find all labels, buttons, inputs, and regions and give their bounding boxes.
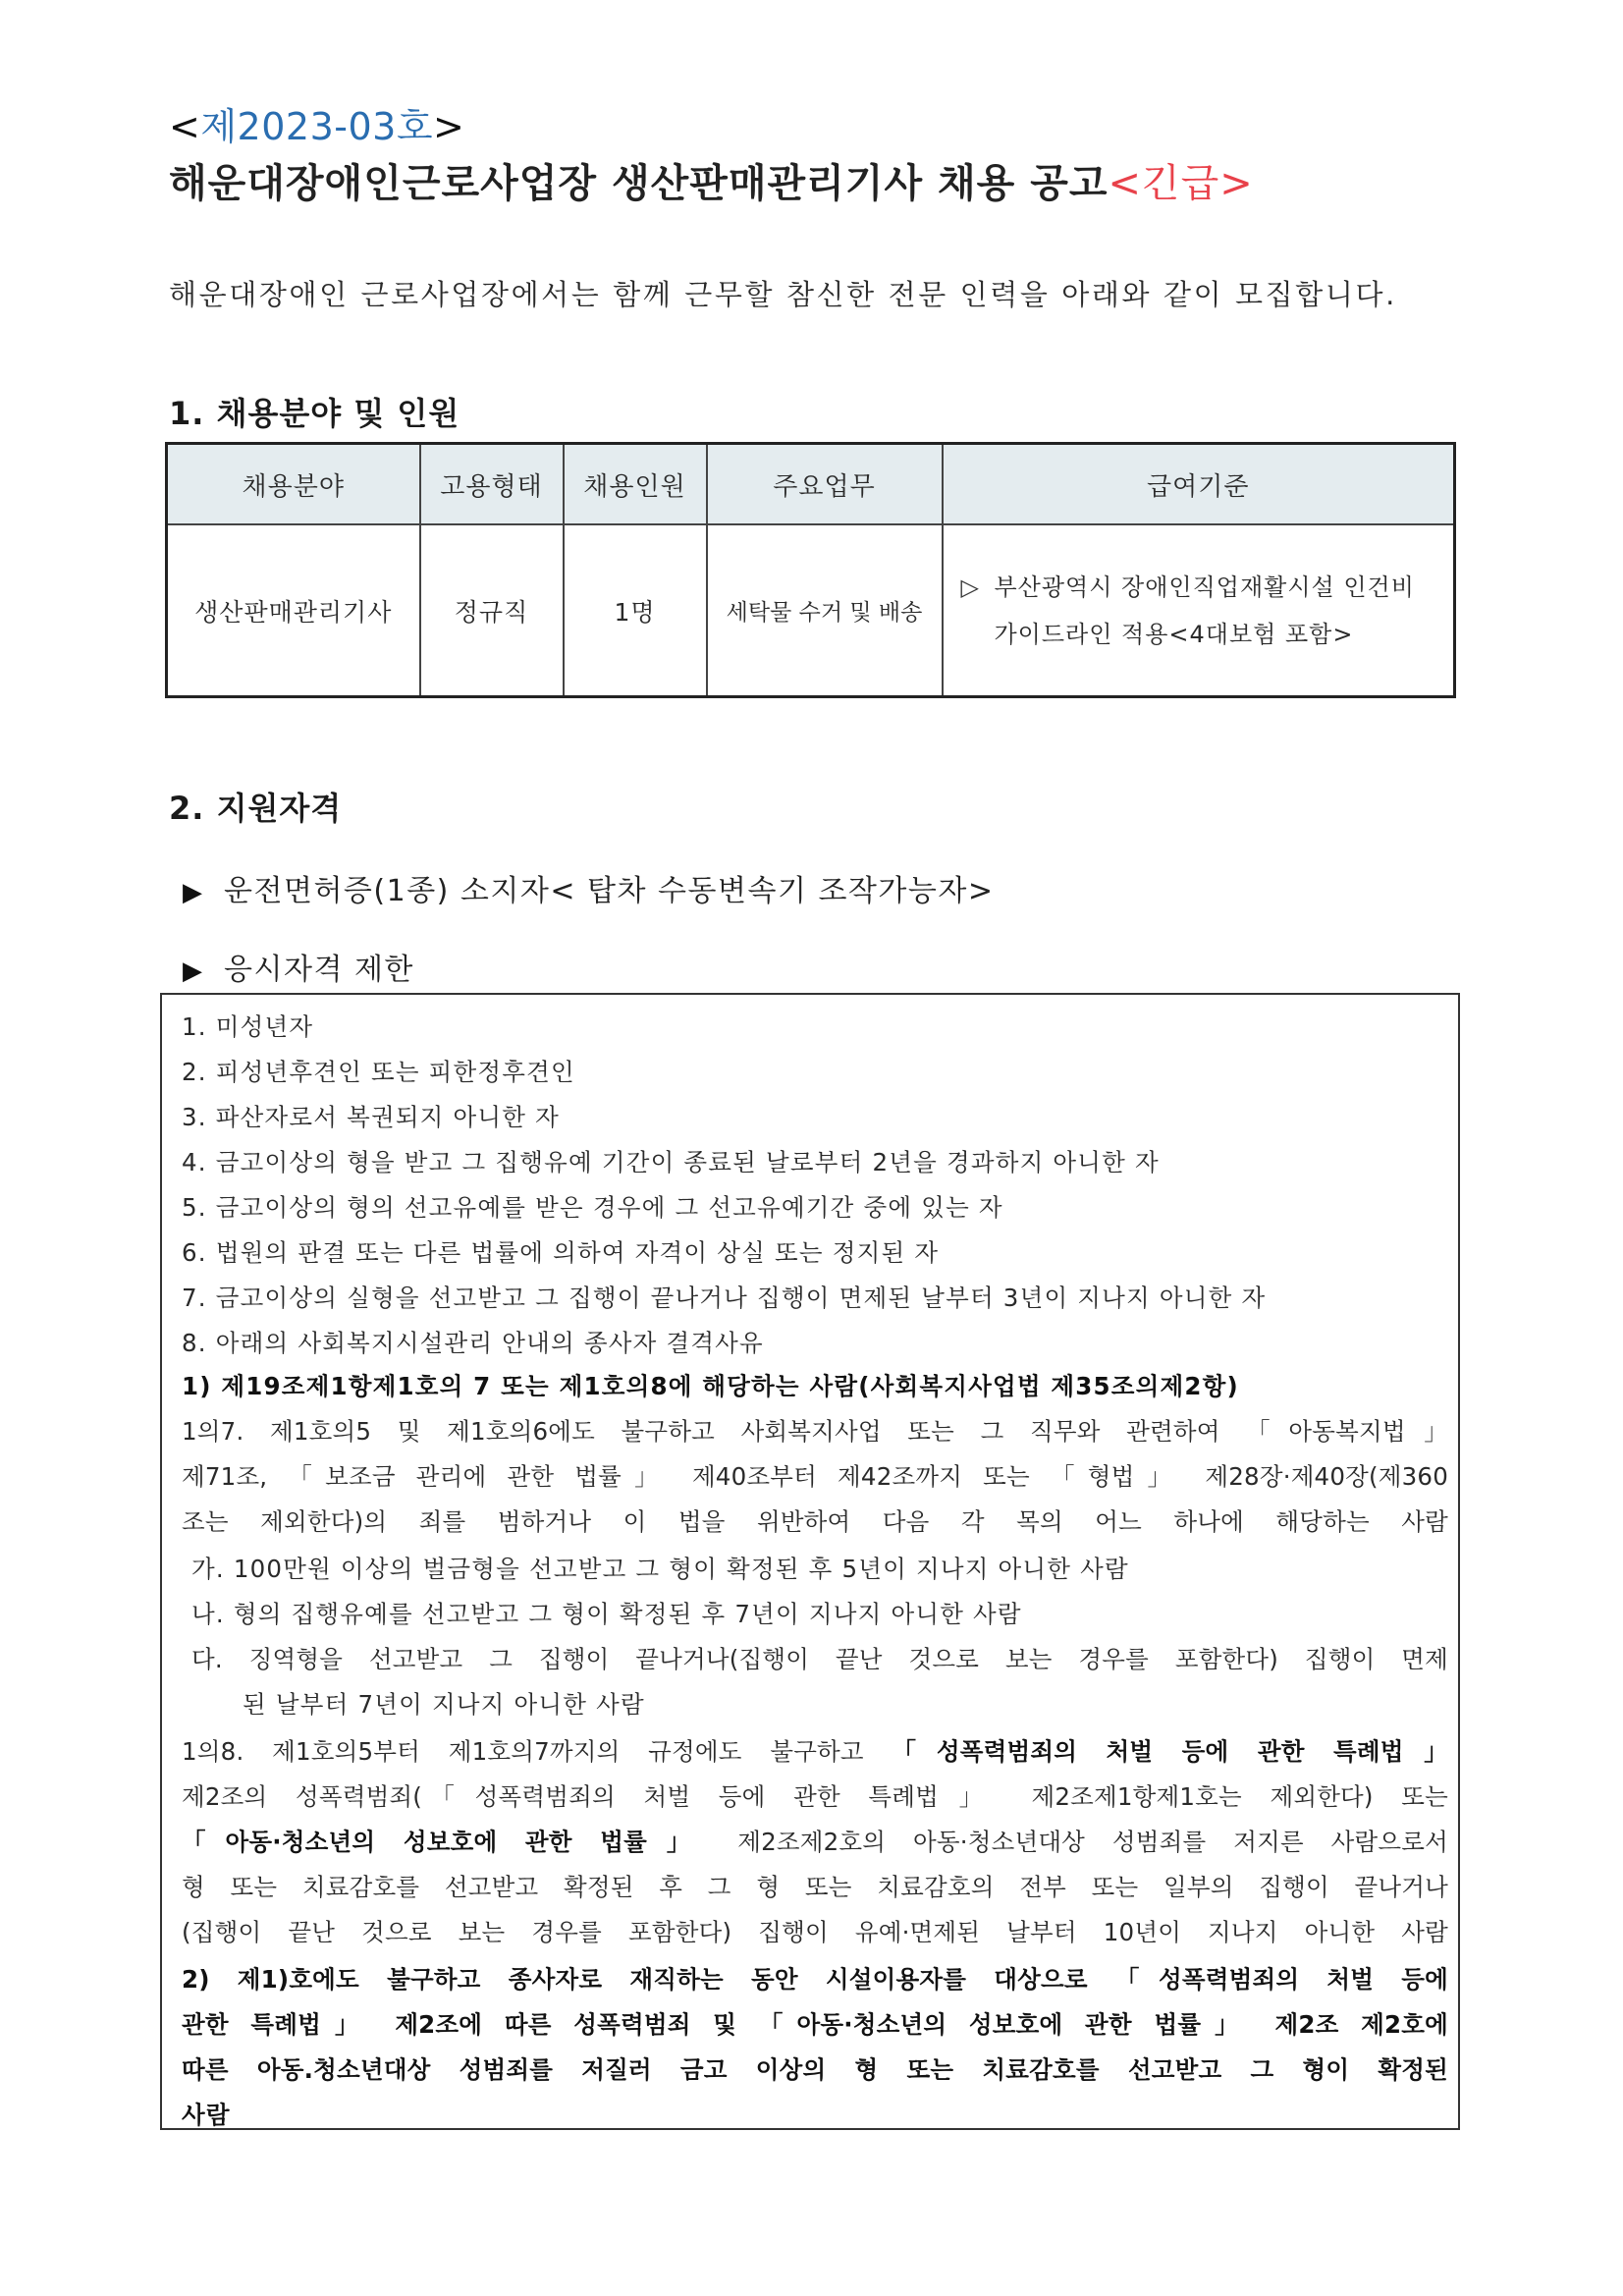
col-header-duty: 주요업무 xyxy=(707,444,943,525)
disqualification-line: 6. 법원의 판결 또는 다른 법률에 의하여 자격이 상실 또는 정지된 자 xyxy=(182,1238,940,1267)
cell-duty: 세탁물 수거 및 배송 xyxy=(707,524,943,697)
cell-type: 정규직 xyxy=(420,524,564,697)
disqualification-line: 1. 미성년자 xyxy=(182,1012,314,1041)
disqualification-line: 형 또는 치료감호를 선고받고 확정된 후 그 형 또는 치료감호의 전부 또는 일부의 집행이 끝나거나 xyxy=(182,1873,1448,1901)
title-text: 해운대장애인근로사업장 생산판매관리기사 채용 공고 xyxy=(169,161,1109,206)
cell-field: 생산판매관리기사 xyxy=(167,524,420,697)
disqualification-line: 나. 형의 집행유예를 선고받고 그 형이 확정된 후 7년이 지나지 아니한 사람 xyxy=(191,1600,1022,1628)
pay-line-1-text: 부산광역시 장애인직업재활시설 인건비 xyxy=(994,573,1415,601)
disqualification-line: 5. 금고이상의 형의 선고유예를 받은 경우에 그 선고유예기간 중에 있는 자 xyxy=(182,1193,1003,1222)
disqualification-line: 1의8. 제1호의5부터 제1호의7까지의 규정에도 불구하고 「성폭력범죄의 처벌 등에 관한 특례법」 xyxy=(182,1737,1448,1766)
disqualification-line: 3. 파산자로서 복권되지 아니한 자 xyxy=(182,1103,560,1131)
triangle-right-icon: ▶ xyxy=(183,878,204,907)
doc-number-close-bracket: > xyxy=(433,105,465,148)
urgent-tag: <긴급> xyxy=(1108,161,1254,206)
disqualification-line: 1의7. 제1호의5 및 제1호의6에도 불구하고 사회복지사업 또는 그 직무와 관련하여 「아동복지법」 xyxy=(182,1417,1448,1446)
disqualification-line: 조는 제외한다)의 죄를 범하거나 이 법을 위반하여 다음 각 목의 어느 하나에 해당하는 사람 xyxy=(182,1507,1448,1536)
disqualification-line: 가. 100만원 이상의 벌금형을 선고받고 그 형이 확정된 후 5년이 지나지 아니한 사람 xyxy=(191,1555,1129,1583)
disqualification-line: 사람 xyxy=(182,2101,231,2129)
col-header-pay: 급여기준 xyxy=(943,444,1455,525)
disqualification-box xyxy=(160,993,1460,2130)
col-header-type: 고용형태 xyxy=(420,444,564,525)
disqualification-line: 관한 특례법」 제2조에 따른 성폭력범죄 및 「아동·청소년의 성보호에 관한 법률」 제2조 제2호에 xyxy=(182,2010,1448,2039)
table-header-row xyxy=(167,444,1455,525)
intro-text: 해운대장애인 근로사업장에서는 함께 근무할 참신한 전문 인력을 아래와 같이 모집합니다. xyxy=(169,278,1397,311)
disqualification-line: 2. 피성년후견인 또는 피한정후견인 xyxy=(182,1058,575,1086)
cell-count: 1명 xyxy=(564,524,707,697)
disqualification-line: 「아동·청소년의 성보호에 관한 법률」 제2조제2호의 아동·청소년대상 성범죄를 저지른 사람으로서 xyxy=(182,1828,1448,1856)
table-row xyxy=(167,524,1455,697)
col-header-field: 채용분야 xyxy=(167,444,420,525)
document-number xyxy=(169,96,464,150)
disqualification-line: (집행이 끝난 것으로 보는 경우를 포함한다) 집행이 유예·면제된 날부터 10년이 지나지 아니한 사람 xyxy=(182,1918,1448,1946)
disqualification-line: 4. 금고이상의 형을 받고 그 집행유예 기간이 종료된 날로부터 2년을 경과하지 아니한 자 xyxy=(182,1148,1160,1176)
disqualification-line: 7. 금고이상의 실형을 선고받고 그 집행이 끝나거나 집행이 면제된 날부터 3년이 지나지 아니한 자 xyxy=(182,1284,1267,1312)
bullet-restriction xyxy=(183,945,414,988)
pay-line-2: 가이드라인 적용<4대보험 포함> xyxy=(994,620,1354,648)
law-name-bold: 「성폭력범죄의 처벌 등에 관한 특례법」 xyxy=(892,1737,1448,1766)
disqualification-line: 다. 징역형을 선고받고 그 집행이 끝나거나(집행이 끝난 것으로 보는 경우를 포함한다) 집행이 면제 xyxy=(191,1645,1448,1673)
disqualification-line: 따른 아동.청소년대상 성범죄를 저질러 금고 이상의 형 또는 치료감호를 선고받고 그 형이 확정된 xyxy=(182,2055,1448,2084)
disqualification-line: 1) 제19조제1항제1호의 7 또는 제1호의8에 해당하는 사람(사회복지사업법 제35조의제2항) xyxy=(182,1372,1239,1400)
disqualification-line: 된 날부터 7년이 지나지 아니한 사람 xyxy=(243,1690,645,1719)
disqualification-line: 8. 아래의 사회복지시설관리 안내의 종사자 결격사유 xyxy=(182,1329,764,1357)
bullet-license xyxy=(183,866,995,909)
bullet-license-text: 운전면허증(1종) 소지자< 탑차 수동변속기 조작가능자> xyxy=(224,874,995,908)
section-heading-recruitment: 1. 채용분야 및 인원 xyxy=(169,395,460,432)
triangle-right-icon: ▶ xyxy=(183,957,204,986)
disqualification-line: 2) 제1)호에도 불구하고 종사자로 재직하는 동안 시설이용자를 대상으로 「성폭력범죄의 처벌 등에 xyxy=(182,1965,1448,1994)
triangle-right-outline-icon: ▷ xyxy=(960,573,980,601)
section-heading-qualification: 2. 지원자격 xyxy=(169,790,343,827)
disqualification-line: 제2조의 성폭력범죄(「성폭력범죄의 처벌 등에 관한 특례법」 제2조제1항제1호는 제외한다) 또는 xyxy=(182,1782,1448,1811)
doc-number-value: 제2023-03호 xyxy=(200,105,434,148)
cell-pay xyxy=(943,524,1455,697)
page-title xyxy=(169,152,1254,208)
bullet-restriction-text: 응시자격 제한 xyxy=(224,953,414,987)
doc-number-open-bracket: < xyxy=(169,105,201,148)
recruitment-table xyxy=(165,442,1456,698)
pay-line-1 xyxy=(961,564,1453,611)
law-name-bold: 「아동·청소년의 성보호에 관한 법률」 xyxy=(182,1828,711,1856)
disqualification-line: 제71조, 「보조금 관리에 관한 법률」 제40조부터 제42조까지 또는 「형법」 제28장·제40장(제360 xyxy=(182,1462,1448,1491)
col-header-count: 채용인원 xyxy=(564,444,707,525)
